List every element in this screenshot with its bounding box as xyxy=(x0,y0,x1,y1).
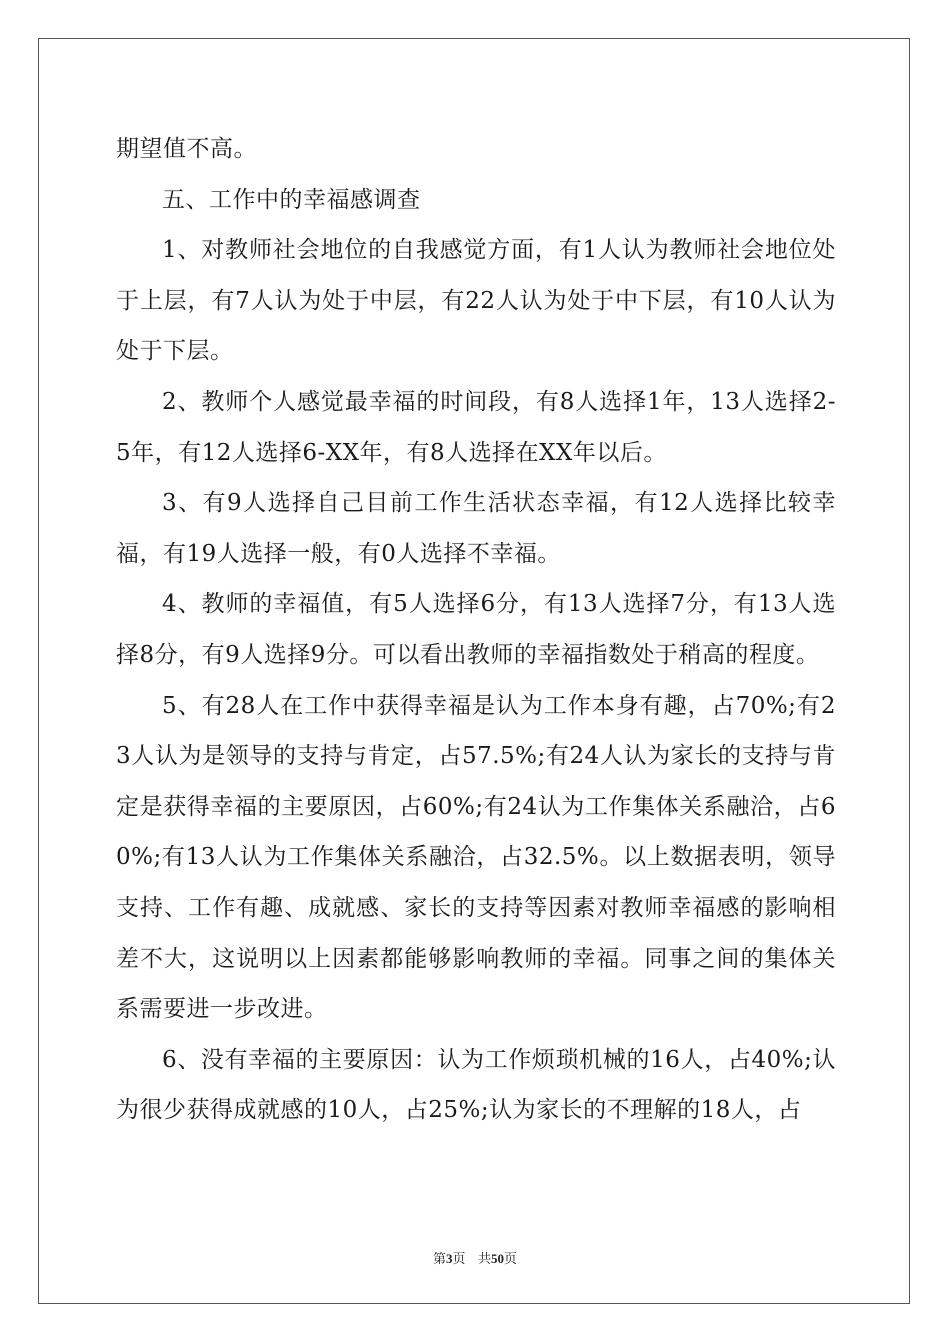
paragraph-item-6: 6、没有幸福的主要原因：认为工作烦琐机械的16人，占40%;认为很少获得成就感的10人，占25%;认为家长的不理解的18人，占 xyxy=(116,1046,836,1124)
paragraph-item-2: 2、教师个人感觉最幸福的时间段，有8人选择1年，13人选择2-5年，有12人选择6-XX年，有8人选择在XX年以后。 xyxy=(116,388,836,466)
paragraph-item-3: 3、有9人选择自己目前工作生活状态幸福，有12人选择比较幸福，有19人选择一般，有0人选择不幸福。 xyxy=(116,490,836,567)
total-page-count: 50 xyxy=(490,1251,504,1266)
paragraph-item-4: 4、教师的幸福值，有5人选择6分，有13人选择7分，有13人选择8分，有9人选择9分。可以看出教师的幸福指数处于稍高的程度。 xyxy=(116,591,836,668)
page-suffix: 页 xyxy=(452,1252,466,1267)
section-heading: 五、工作中的幸福感调查 xyxy=(162,186,421,213)
document-body xyxy=(116,124,836,1136)
paragraph-item-5: 5、有28人在工作中获得幸福是认为工作本身有趣，占70%;有23人认为是领导的支持与肯定，占57.5%;有24人认为家长的支持与肯定是获得幸福的主要原因，占60%;有24认为工作集体关系融洽，占60%;有13人认为工作集体关系融洽，占32.5%。以上数据表明，领导支持、工作有趣、成就感、家长的支持等因素对教师幸福感的影响相差不大，这说明以上因素都能够影响教师的幸福。同事之间的集体关系需要进一步改进。 xyxy=(116,692,836,1023)
paragraph-item-1: 1、对教师社会地位的自我感觉方面，有1人认为教师社会地位处于上层，有7人认为处于中层，有22人认为处于中下层，有10人认为处于下层。 xyxy=(116,237,836,365)
current-page-number: 3 xyxy=(446,1251,453,1266)
total-suffix: 页 xyxy=(503,1252,517,1267)
paragraph-continuation: 期望值不高。 xyxy=(116,136,257,162)
page-footer xyxy=(0,1248,950,1267)
total-prefix: 共 xyxy=(477,1252,491,1267)
page-prefix: 第 xyxy=(433,1252,447,1267)
